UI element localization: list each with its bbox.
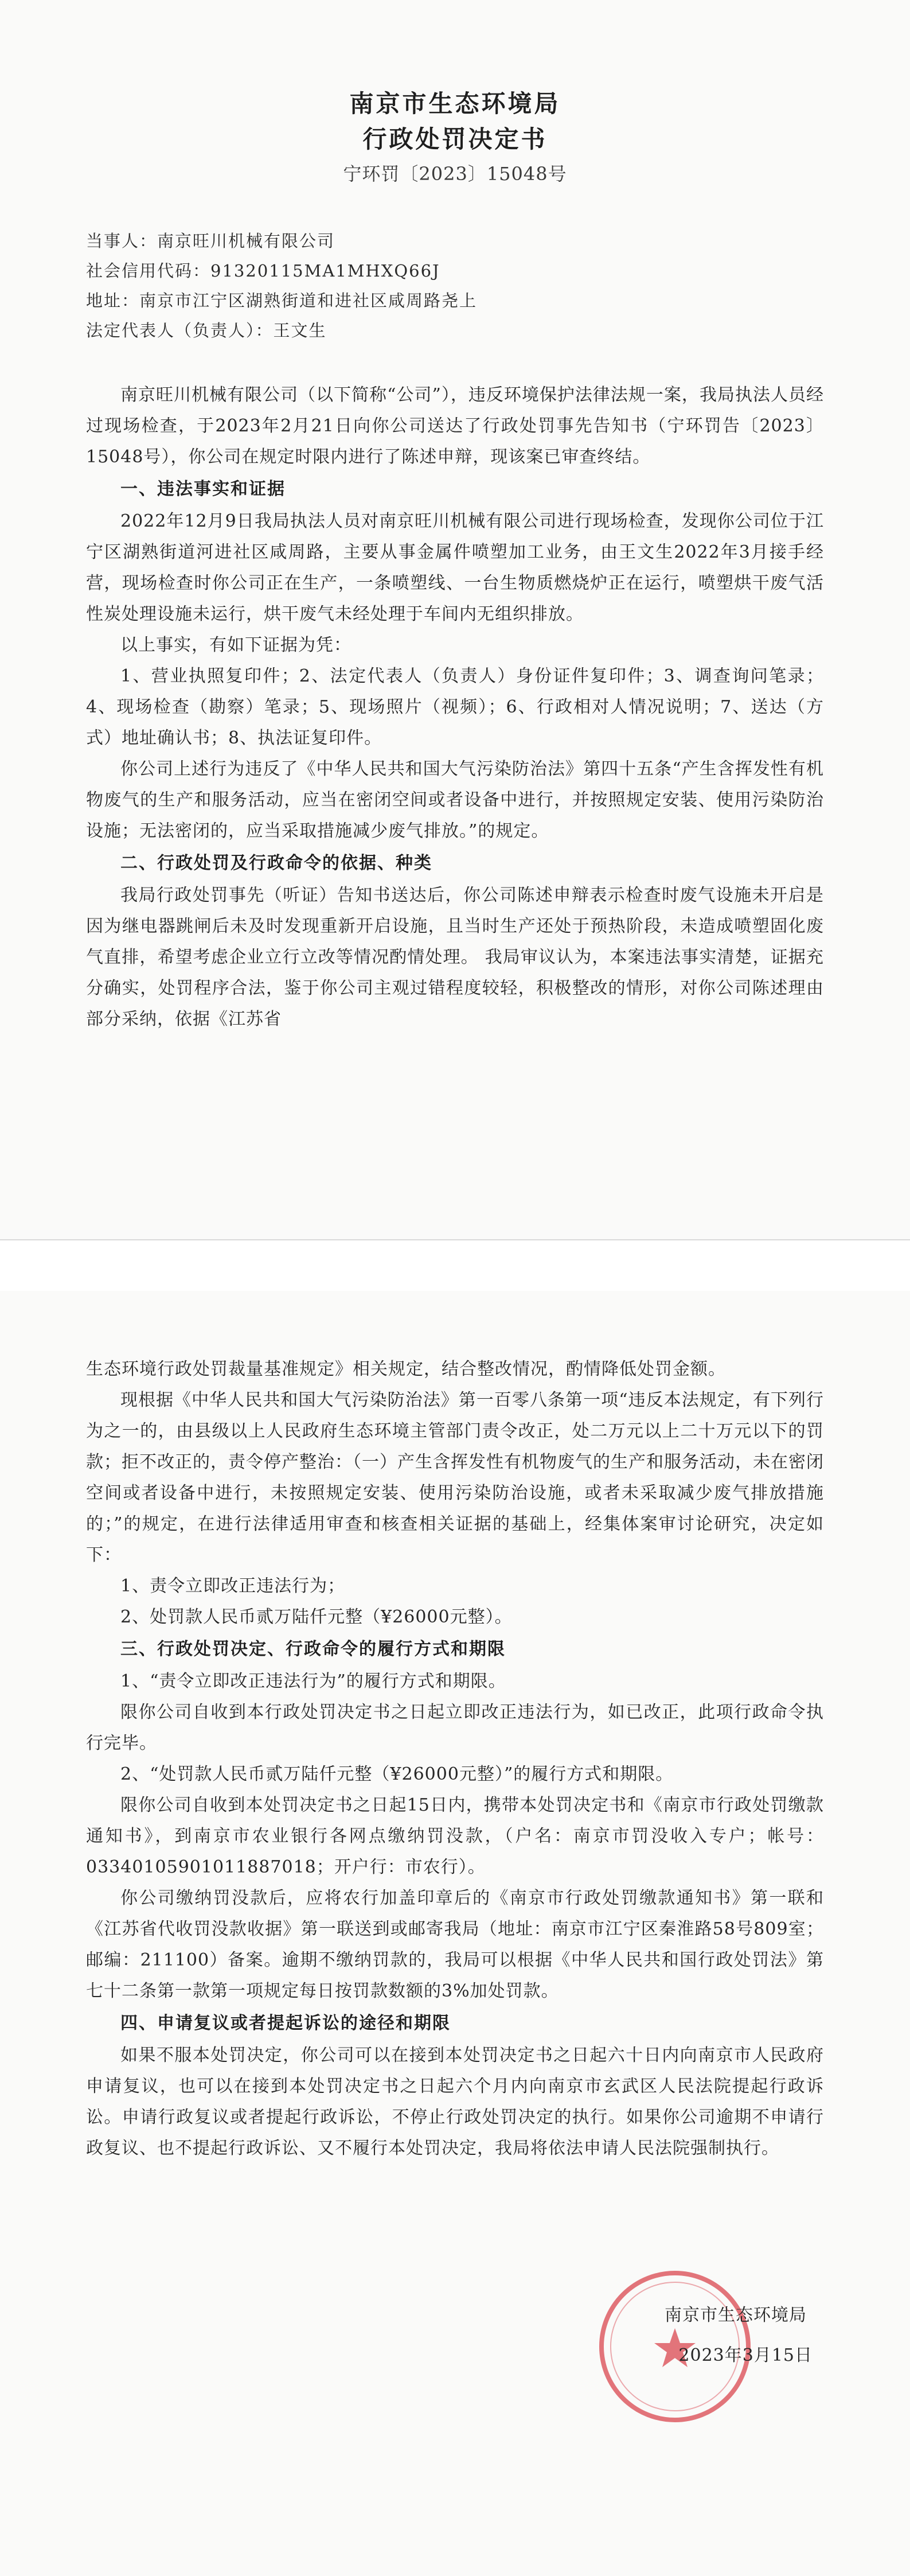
issuing-authority: 南京市生态环境局 (665, 2305, 807, 2325)
document-number: 宁环罚〔2023〕15048号 (343, 163, 567, 185)
intro-paragraph: 南京旺川机械有限公司（以下简称“公司”），违反环境保护法律法规一案，我局执法人员经过现场检查，于2023年2月21日向你公司送达了行政处罚事先告知书（宁环罚告〔2023〕15048号），你公司在规定时限内进行了陈述申辩，现该案已审查终结。 (86, 385, 824, 467)
continuation-paragraph: 生态环境行政处罚裁量基准规定》相关规定，结合整改情况，酌情降低处罚金额。 (86, 1359, 726, 1379)
title-line-2: 行政处罚决定书 (362, 125, 548, 153)
credit-code-line (86, 256, 824, 286)
law-paragraph: 现根据《中华人民共和国大气污染防治法》第一百零八条第一项“违反本法规定，有下列行为之一的，由县级以上人民政府生态环境主管部门责令改正，处二万元以上二十万元以下的罚款；拒不改正的，责令停产整治：（一）产生含挥发性有机物废气的生产和服务活动，未在密闭空间或者设备中进行，未按照规定安装、使用污染防治设施，或者未采取减少废气排放措施的；”的规定，在进行法律适用审查和核查相关证据的基础上，经集体案审讨论研究，决定如下： (86, 1390, 824, 1565)
basis-paragraph: 我局行政处罚事先（听证）告知书送达后，你公司陈述申辩表示检查时废气设施未开启是因为继电器跳闸后未及时发现重新开启设施，且当时生产还处于预热阶段，未造成喷塑固化废气直排，希望考虑企业立行立改等情况酌情处理。 我局审议认为，本案违法事实清楚，证据充分确实，处罚程序合法，鉴于你公司主观过错程度较轻，积极整改的情形，对你公司陈述理由部分采纳，依据《江苏省 (86, 885, 824, 1029)
party-info (86, 226, 824, 345)
signature-block (572, 2266, 813, 2438)
legal-rep-line (86, 316, 824, 345)
section-heading-3: 三、行政处罚决定、行政命令的履行方式和期限 (120, 1639, 506, 1659)
decision-item-1: 1、责令立即改正违法行为； (120, 1576, 346, 1596)
section-heading-2: 二、行政处罚及行政命令的依据、种类 (120, 853, 432, 873)
page-separator (0, 1239, 910, 1293)
address-line (86, 286, 824, 316)
receipt-paragraph: 你公司缴纳罚没款后，应将农行加盖印章后的《南京市行政处罚缴款通知书》第一联和《江苏省代收罚没款收据》第一联送到或邮寄我局（地址：南京市江宁区秦淮路58号809室；邮编：211100）备案。逾期不缴纳罚款的，我局可以根据《中华人民共和国行政处罚法》第七十二条第一款第一项规定每日按罚款数额的3%加处罚款。 (86, 1888, 824, 2001)
appeal-paragraph: 如果不服本处罚决定，你公司可以在接到本处罚决定书之日起六十日内向南京市人民政府申请复议，也可以在接到本处罚决定书之日起六个月内向南京市玄武区人民法院提起行政诉讼。申请行政复议或者提起行政诉讼，不停止行政处罚决定的执行。如果你公司逾期不申请行政复议、也不提起行政诉讼、又不履行本处罚决定，我局将依法申请人民法院强制执行。 (86, 2045, 824, 2158)
evidence-list: 1、营业执照复印件；2、法定代表人（负责人）身份证件复印件；3、调查询问笔录；4、现场检查（勘察）笔录；5、现场照片（视频）；6、行政相对人情况说明；7、送达（方式）地址确认书；8、执法证复印件。 (86, 666, 824, 748)
title-line-1: 南京市生态环境局 (349, 90, 561, 118)
facts-paragraph: 2022年12月9日我局执法人员对南京旺川机械有限公司进行现场检查，发现你公司位于江宁区湖熟街道河进社区咸周路，主要从事金属件喷塑加工业务，由王文生2022年3月接手经营，现场检查时你公司正在生产，一条喷塑线、一台生物质燃烧炉正在运行，喷塑烘干废气活性炭处理设施未运行，烘干废气未经处理于车间内无组织排放。 (86, 511, 824, 624)
document-page-2 (0, 1291, 910, 2576)
issue-date: 2023年3月15日 (678, 2345, 813, 2365)
decision-item-2: 2、处罚款人民币贰万陆仟元整（¥26000元整）。 (120, 1607, 513, 1627)
party-name: 南京旺川机械有限公司 (157, 231, 335, 251)
section-heading-4: 四、申请复议或者提起诉讼的途径和期限 (120, 2013, 451, 2033)
address: 南京市江宁区湖熟街道和进社区咸周路尧上 (139, 291, 478, 310)
sub-1-text: 限你公司自收到本行政处罚决定书之日起立即改正违法行为，如已改正，此项行政命令执行完毕。 (86, 1702, 824, 1753)
legal-rep-label: 法定代表人（负责人）： (86, 321, 274, 340)
party-name-line (86, 226, 824, 256)
sub-2-text: 限你公司自收到本处罚决定书之日起15日内，携带本处罚决定书和《南京市行政处罚缴款通知书》，到南京市农业银行各网点缴纳罚没款，（户名：南京市罚没收入专户；帐号：03340105901011887018；开户行：市农行）。 (86, 1795, 824, 1877)
violation-paragraph: 你公司上述行为违反了《中华人民共和国大气污染防治法》第四十五条“产生含挥发性有机物废气的生产和服务活动，应当在密闭空间或者设备中进行，并按照规定安装、使用污染防治设施；无法密闭的，应当采取措施减少废气排放。”的规定。 (86, 759, 824, 841)
credit-code: 91320115MA1MHXQ66J (210, 261, 440, 281)
document-page-1 (0, 0, 910, 1239)
address-label: 地址： (86, 291, 140, 310)
party-name-label: 当事人： (86, 231, 158, 251)
sub-heading-1: 1、“责令立即改正违法行为”的履行方式和期限。 (120, 1671, 506, 1691)
legal-rep: 王文生 (273, 321, 327, 340)
sub-heading-2: 2、“处罚款人民币贰万陆仟元整（¥26000元整）”的履行方式和期限。 (120, 1764, 674, 1784)
evidence-intro: 以上事实，有如下证据为凭： (120, 635, 351, 655)
section-heading-1: 一、违法事实和证据 (120, 479, 286, 499)
credit-code-label: 社会信用代码： (86, 261, 211, 281)
